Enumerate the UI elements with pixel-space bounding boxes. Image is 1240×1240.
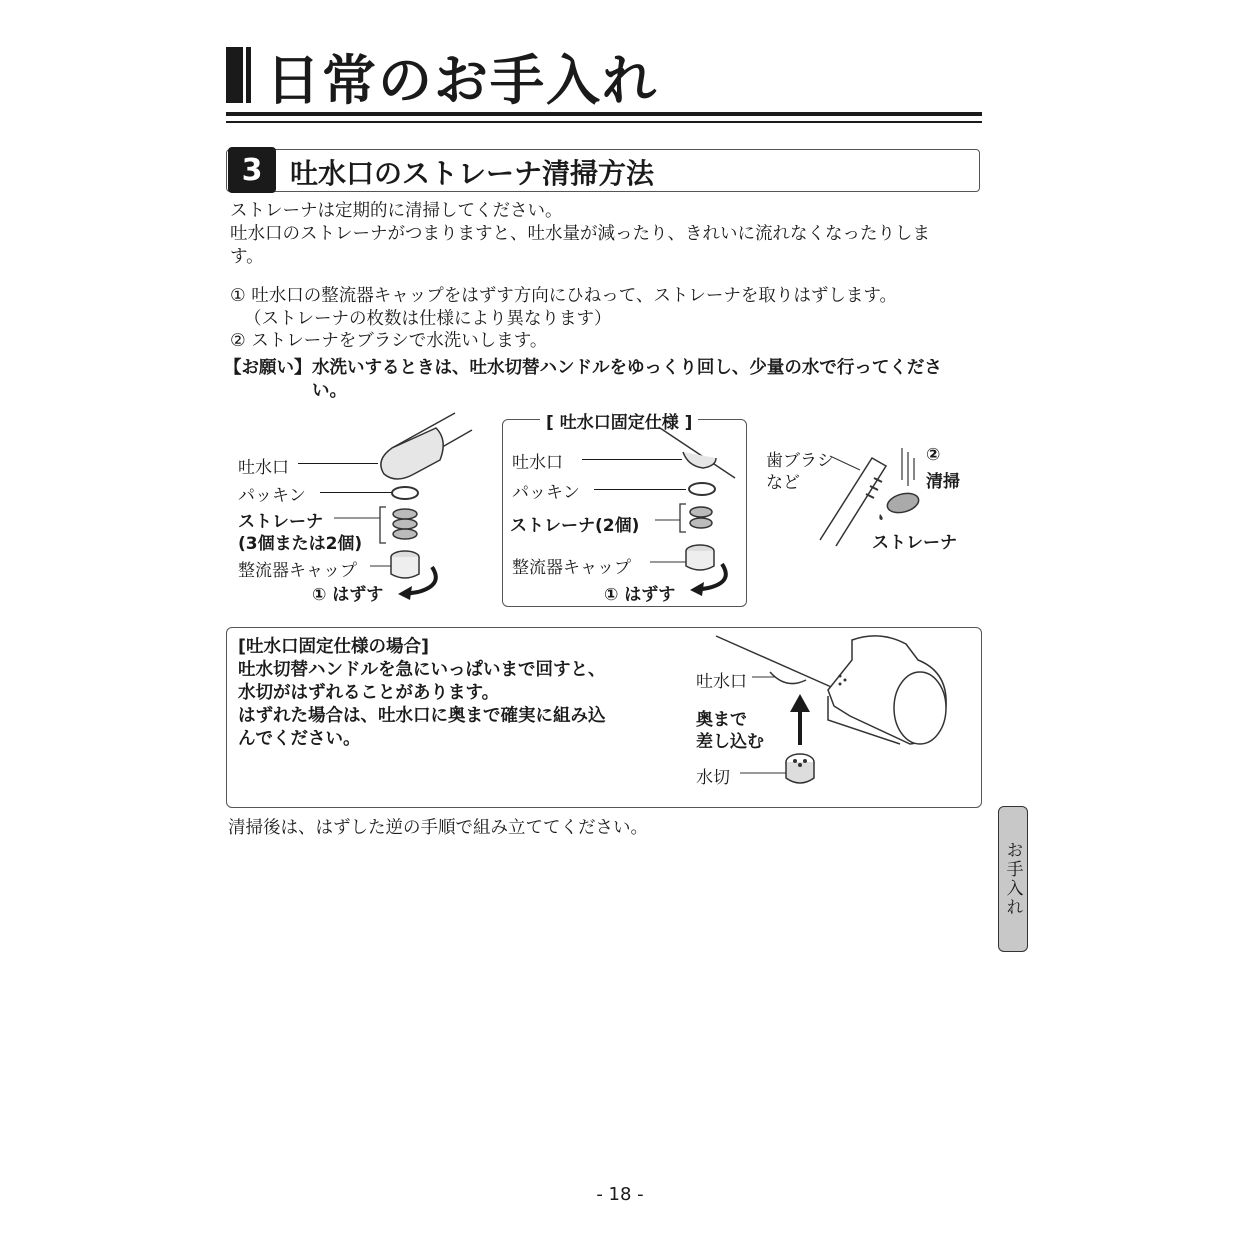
intro-line-1: ストレーナは定期的に清掃してください。 (230, 201, 563, 221)
fixed-spout-diagram-title: [ 吐水口固定仕様 ] (540, 408, 698, 433)
mid-label-spout: 吐水口 (512, 453, 563, 473)
right-label-strainer: ストレーナ (872, 533, 957, 553)
left-label-remove: ① はずす (312, 585, 384, 605)
step-1-note: （ストレーナの枚数は仕様により異なります） (244, 309, 612, 329)
note-line-3: はずれた場合は、吐水口に奥まで確実に組み込 (238, 706, 606, 726)
request-text-2: い。 (312, 381, 347, 401)
section-title: 吐水口のストレーナ清掃方法 (290, 157, 655, 190)
left-label-strainer-count: (3個または2個) (238, 534, 363, 554)
section-number: 3 (228, 147, 276, 193)
note-label-water-cut: 水切 (696, 768, 730, 788)
note-label-insert-2: 差し込む (696, 732, 764, 752)
page-number: - 18 - (596, 1184, 644, 1205)
note-line-4: んでください。 (238, 729, 361, 749)
request-text-1: 水洗いするときは、吐水切替ハンドルをゆっくり回し、少量の水で行ってくださ (312, 358, 942, 378)
note-label-insert-1: 奥まで (696, 710, 747, 730)
side-tab-care[interactable] (998, 806, 1028, 952)
mid-label-remove: ① はずす (604, 585, 676, 605)
left-label-spout: 吐水口 (238, 458, 289, 478)
step-1: ① 吐水口の整流器キャップをはずす方向にひねって、ストレーナを取りはずします。 (230, 286, 897, 306)
intro-line-3: す。 (230, 247, 264, 267)
mid-label-strainer: ストレーナ(2個) (510, 516, 640, 536)
note-title: [吐水口固定仕様の場合] (238, 637, 429, 657)
left-label-strainer: ストレーナ (238, 512, 323, 532)
right-label-etc: など (766, 473, 800, 493)
page-title: 日常のお手入れ (266, 49, 658, 112)
right-label-clean: 清掃 (926, 472, 960, 492)
note-label-spout: 吐水口 (696, 672, 747, 692)
intro-line-2: 吐水口のストレーナがつまりますと、吐水量が減ったり、きれいに流れなくなったりしま (230, 224, 930, 244)
right-label-step: ② (926, 445, 941, 465)
mid-label-packing: パッキン (512, 483, 580, 503)
step-2: ② ストレーナをブラシで水洗いします。 (230, 331, 548, 351)
note-line-1: 吐水切替ハンドルを急にいっぱいまで回すと、 (238, 660, 606, 680)
left-label-packing: パッキン (238, 486, 306, 506)
side-tab-label: お手入れ (1002, 841, 1023, 917)
footer-text: 清掃後は、はずした逆の手順で組み立ててください。 (228, 818, 648, 838)
mid-label-cap: 整流器キャップ (512, 558, 631, 578)
right-label-brush: 歯ブラシ (766, 451, 834, 471)
left-label-cap: 整流器キャップ (238, 561, 357, 581)
request-label: 【お願い】 (224, 358, 312, 378)
note-line-2: 水切がはずれることがあります。 (238, 683, 500, 703)
